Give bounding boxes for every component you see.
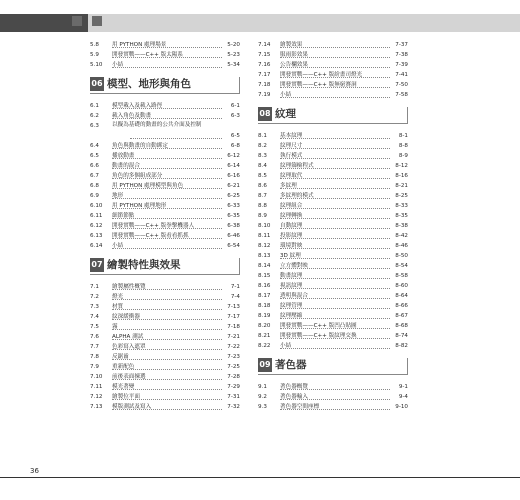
toc-entry (258, 402, 408, 412)
entry-page: 6-14 (227, 163, 240, 169)
toc-entry (90, 141, 240, 151)
entry-number: 6.5 (90, 153, 99, 159)
entry-number: 8.19 (258, 313, 271, 319)
dot-leader (280, 348, 390, 349)
toc-entry (90, 161, 240, 171)
toc-entry (258, 331, 408, 341)
entry-title: 細節節點 (112, 213, 135, 219)
entry-title: 動畫紋理 (280, 273, 303, 279)
entry-title: 執行模式 (280, 153, 303, 159)
entry-page: 8-46 (395, 243, 408, 249)
chapter-number-badge: 07 (90, 258, 104, 272)
entry-page: 6-1 (230, 103, 240, 109)
entry-page: 7-39 (395, 62, 408, 68)
entry-title: 以擬為基礎的動畫的公共介面及控制 (112, 122, 202, 128)
entry-page: 7-22 (227, 344, 240, 350)
toc-entry (90, 282, 240, 292)
entry-title: 繪製位平面 (112, 394, 140, 400)
toc-entry (258, 161, 408, 171)
entry-number: 6.4 (90, 143, 99, 149)
toc-entry (258, 191, 408, 201)
entry-number: 8.14 (258, 263, 271, 269)
toc-entry (90, 221, 240, 231)
entry-title: 開發實戰——C++ 版紛畫司燈光 (280, 72, 363, 78)
entry-page: 7-18 (227, 324, 240, 330)
chapter-number-badge: 06 (90, 77, 104, 91)
entry-number: 6.6 (90, 163, 99, 169)
header-square-icon (92, 16, 102, 26)
entry-page: 8-67 (395, 313, 408, 319)
entry-title: 反鋸齒 (112, 354, 129, 360)
entry-number: 6.10 (90, 203, 103, 209)
chapter-title: 繪製特性與效果 (107, 259, 181, 271)
toc-entry (90, 151, 240, 161)
entry-title: 開發實戰——C++ 版凹凸貼圖 (280, 323, 357, 329)
entry-title: 重新配色 (112, 364, 135, 370)
chapter-heading (90, 77, 240, 95)
chapter-heading (258, 358, 408, 376)
entry-page: 8-25 (395, 193, 408, 199)
entry-page: 6-38 (227, 223, 240, 229)
entry-title: 繪製屬性概覽 (112, 284, 146, 290)
chapter-heading (258, 107, 408, 125)
entry-title: ALPHA 測試 (112, 334, 144, 340)
entry-page: 7-31 (227, 394, 240, 400)
entry-number: 5.8 (90, 42, 99, 48)
entry-number: 5.9 (90, 52, 99, 58)
entry-title: 投影紋理 (280, 233, 303, 239)
toc-entry (90, 171, 240, 181)
toc-entry (258, 261, 408, 271)
toc-entry (90, 312, 240, 322)
toc-entry (258, 241, 408, 251)
dot-leader (112, 309, 222, 310)
chapter-rule (90, 93, 240, 94)
entry-title: 紋理取代 (280, 173, 303, 179)
entry-page: 6-5 (230, 133, 240, 139)
entry-number: 7.4 (90, 314, 99, 320)
entry-number: 7.18 (258, 82, 271, 88)
entry-number: 7.17 (258, 72, 271, 78)
entry-page: 5-34 (227, 62, 240, 68)
entry-number: 7.14 (258, 42, 271, 48)
entry-title: 開發實戰——C++ 版無窮賽洞 (280, 82, 357, 88)
toc-entry (258, 141, 408, 151)
entry-title: 模型載入及載入路徑 (112, 103, 163, 109)
chapter-rule-end (407, 107, 408, 123)
entry-page: 6-21 (227, 183, 240, 189)
entry-page: 7-4 (230, 294, 240, 300)
entry-title: 霧 (112, 324, 118, 330)
entry-title: 動畫的混合 (112, 163, 140, 169)
toc-entry (258, 151, 408, 161)
entry-title: 材質 (112, 304, 124, 310)
entry-page: 6-16 (227, 173, 240, 179)
page-footer (0, 467, 520, 477)
dot-leader (112, 198, 222, 199)
entry-number: 9.2 (258, 394, 267, 400)
entry-page: 8-9 (398, 153, 408, 159)
toc-entry (258, 211, 408, 221)
toc-entry (90, 292, 240, 302)
entry-title: 紋深緩衝器 (112, 314, 140, 320)
entry-number: 8.22 (258, 343, 271, 349)
entry-number: 7.3 (90, 304, 99, 310)
entry-title: 著色器空間座標 (280, 404, 320, 410)
entry-page: 7-32 (227, 404, 240, 410)
toc-entry (258, 311, 408, 321)
entry-page: 8-66 (395, 303, 408, 309)
entry-page: 6-8 (230, 143, 240, 149)
toc-entry (90, 352, 240, 362)
dot-leader (112, 67, 222, 68)
chapter-number-badge: 08 (258, 107, 272, 121)
entry-title: 自動紋理 (280, 223, 303, 229)
toc-entry (90, 402, 240, 412)
header-band (0, 0, 520, 32)
toc-entry (90, 392, 240, 402)
entry-title: 多紋理 (280, 183, 297, 189)
toc-entry (258, 231, 408, 241)
entry-number: 6.1 (90, 103, 99, 109)
toc-entry (258, 301, 408, 311)
entry-number: 6.2 (90, 113, 99, 119)
entry-page: 7-25 (227, 364, 240, 370)
entry-title: 紋理尺寸 (280, 143, 303, 149)
chapter-title: 紋理 (275, 108, 296, 120)
entry-number: 7.6 (90, 334, 99, 340)
entry-title: 小結 (112, 243, 124, 249)
entry-page: 8-33 (395, 203, 408, 209)
footer-rule (0, 477, 520, 478)
entry-number: 7.19 (258, 92, 271, 98)
toc-entry (90, 121, 240, 141)
toc-entry (90, 342, 240, 352)
toc-entry (258, 221, 408, 231)
entry-number: 7.13 (90, 404, 103, 410)
entry-title: 立方體對映 (280, 263, 308, 269)
entry-title: 播放動畫 (112, 153, 135, 159)
entry-title: 多紋理的模式 (280, 193, 314, 199)
toc-entry (258, 281, 408, 291)
entry-number: 7.8 (90, 354, 99, 360)
chapter-rule (258, 123, 408, 124)
entry-page: 8-8 (398, 143, 408, 149)
entry-number: 8.17 (258, 293, 271, 299)
toc-entry (258, 382, 408, 392)
entry-number: 8.20 (258, 323, 271, 329)
entry-title: 著色器概覽 (280, 384, 308, 390)
entry-title: 小結 (280, 92, 292, 98)
entry-number: 8.21 (258, 333, 271, 339)
entry-title: 紋理篩檢程式 (280, 163, 314, 169)
header-square-icon (72, 16, 82, 26)
entry-number: 8.7 (258, 193, 267, 199)
entry-number: 7.16 (258, 62, 271, 68)
entry-number: 6.11 (90, 213, 103, 219)
entry-title: 燈光 (112, 294, 124, 300)
entry-number: 8.2 (258, 143, 267, 149)
entry-title: 用 PYTHON 處理地形 (112, 203, 167, 209)
entry-page: 8-54 (395, 263, 408, 269)
entry-page: 7-23 (227, 354, 240, 360)
toc-entry (90, 362, 240, 372)
toc-entry (258, 171, 408, 181)
entry-page: 7-1 (230, 284, 240, 290)
entry-title: 前後表面揀選 (112, 374, 146, 380)
entry-page: 7-13 (227, 304, 240, 310)
entry-number: 8.15 (258, 273, 271, 279)
entry-title: 模光著變 (112, 384, 135, 390)
entry-title: 公告欄效果 (280, 62, 308, 68)
entry-number: 6.14 (90, 243, 103, 249)
entry-page: 7-21 (227, 334, 240, 340)
entry-page: 9-1 (398, 384, 408, 390)
entry-title: 紋理組合 (280, 203, 303, 209)
toc-entry (258, 80, 408, 90)
entry-page: 8-64 (395, 293, 408, 299)
toc-entry (258, 70, 408, 80)
entry-page: 6-25 (227, 193, 240, 199)
entry-number: 8.13 (258, 253, 271, 259)
entry-page: 6-35 (227, 213, 240, 219)
entry-page: 9-4 (398, 394, 408, 400)
entry-page: 7-29 (227, 384, 240, 390)
entry-number: 6.13 (90, 233, 103, 239)
toc-entry (90, 332, 240, 342)
chapter-number-badge: 09 (258, 358, 272, 372)
entry-number: 8.18 (258, 303, 271, 309)
toc-entry (258, 201, 408, 211)
entry-number: 7.10 (90, 374, 103, 380)
entry-number: 8.3 (258, 153, 267, 159)
entry-number: 6.9 (90, 193, 99, 199)
entry-title: 紋理轉換 (280, 213, 303, 219)
entry-page: 7-28 (227, 374, 240, 380)
toc-entry (258, 131, 408, 141)
chapter-rule (90, 274, 240, 275)
toc-entry (90, 211, 240, 221)
entry-number: 9.3 (258, 404, 267, 410)
toc-entry (90, 382, 240, 392)
toc-entry (90, 60, 240, 70)
entry-page: 7-37 (395, 42, 408, 48)
header-grey-bar (88, 14, 520, 32)
dot-leader (112, 248, 222, 249)
entry-title: 角色的多個組成部分 (112, 173, 163, 179)
entry-page: 8-74 (395, 333, 408, 339)
entry-title: 紋理管理 (280, 303, 303, 309)
toc-entry (258, 291, 408, 301)
toc-entry (258, 60, 408, 70)
entry-number: 8.5 (258, 173, 267, 179)
toc-entry (90, 40, 240, 50)
entry-page: 8-68 (395, 323, 408, 329)
entry-number: 8.9 (258, 213, 267, 219)
entry-page: 9-10 (395, 404, 408, 410)
entry-title: 透明與混合 (280, 293, 308, 299)
entry-number: 5.10 (90, 62, 103, 68)
entry-page: 7-38 (395, 52, 408, 58)
entry-number: 7.12 (90, 394, 103, 400)
chapter-title: 著色器 (275, 359, 307, 371)
dot-leader (280, 97, 390, 98)
entry-page: 8-60 (395, 283, 408, 289)
entry-number: 8.12 (258, 243, 271, 249)
entry-page: 8-38 (395, 223, 408, 229)
entry-title: 角色與動畫的自動綁定 (112, 143, 168, 149)
toc-entry (90, 191, 240, 201)
toc-right-column (258, 40, 408, 412)
toc-left-column (90, 40, 240, 412)
entry-title: 開發實戰——C++ 版太陽系 (112, 52, 183, 58)
entry-number: 7.7 (90, 344, 99, 350)
entry-number: 6.7 (90, 173, 99, 179)
toc-entry (258, 392, 408, 402)
dot-leader (112, 299, 222, 300)
toc-entry (90, 302, 240, 312)
entry-title: 開發實戰——C++ 版看看抓抓 (112, 233, 189, 239)
entry-page: 8-82 (395, 343, 408, 349)
dot-leader (112, 329, 222, 330)
entry-number: 7.9 (90, 364, 99, 370)
entry-title: 地形 (112, 193, 124, 199)
entry-number: 6.8 (90, 183, 99, 189)
entry-number: 6.12 (90, 223, 103, 229)
entry-page: 6-33 (227, 203, 240, 209)
entry-title: 開發實戰——C++ 版拳擊機器人 (112, 223, 195, 229)
entry-number: 8.11 (258, 233, 271, 239)
toc-entry (90, 372, 240, 382)
toc-entry (90, 50, 240, 60)
entry-title: 基本紋理 (280, 133, 303, 139)
entry-page: 7-17 (227, 314, 240, 320)
toc-entry (258, 50, 408, 60)
entry-title: 用 PYTHON 處理模型與角色 (112, 183, 184, 189)
entry-number: 7.11 (90, 384, 103, 390)
entry-page: 6-46 (227, 233, 240, 239)
entry-number: 6.3 (90, 123, 99, 129)
entry-page: 8-50 (395, 253, 408, 259)
entry-title: 3D 紋理 (280, 253, 301, 259)
toc-entry (258, 341, 408, 351)
chapter-rule-end (407, 358, 408, 374)
entry-page: 8-35 (395, 213, 408, 219)
entry-title: 色彩寫入遮罩 (112, 344, 146, 350)
entry-number: 8.1 (258, 133, 267, 139)
toc-entry (90, 322, 240, 332)
entry-page: 6-12 (227, 153, 240, 159)
toc-entry (90, 201, 240, 211)
entry-number: 9.1 (258, 384, 267, 390)
page-number: 36 (30, 467, 39, 475)
entry-title: 用 PYTHON 處理場景 (112, 42, 167, 48)
entry-number: 8.6 (258, 183, 267, 189)
toc-entry (258, 251, 408, 261)
entry-page: 7-58 (395, 92, 408, 98)
entry-page: 7-50 (395, 82, 408, 88)
entry-title: 小結 (112, 62, 124, 68)
entry-title: 視訊紋理 (280, 283, 303, 289)
entry-number: 8.8 (258, 203, 267, 209)
entry-page: 5-23 (227, 52, 240, 58)
entry-title: 小結 (280, 343, 292, 349)
entry-number: 7.5 (90, 324, 99, 330)
chapter-title: 模型、地形與角色 (107, 78, 191, 90)
toc-entry (90, 111, 240, 121)
entry-number: 8.10 (258, 223, 271, 229)
toc-entry (258, 40, 408, 50)
chapter-heading (90, 258, 240, 276)
toc-entry (258, 321, 408, 331)
entry-number: 7.15 (258, 52, 271, 58)
entry-title: 服雨影效果 (280, 52, 308, 58)
toc-entry (258, 181, 408, 191)
entry-title: 載入角色及動畫 (112, 113, 152, 119)
entry-title: 繪製效果 (280, 42, 303, 48)
entry-number: 7.2 (90, 294, 99, 300)
entry-number: 7.1 (90, 284, 99, 290)
entry-number: 8.16 (258, 283, 271, 289)
toc-entry (90, 101, 240, 111)
toc-entry (90, 181, 240, 191)
dot-leader (130, 138, 222, 139)
entry-title: 開發實戰——C++ 版紋理交換 (280, 333, 357, 339)
chapter-rule (258, 374, 408, 375)
chapter-rule-end (239, 77, 240, 93)
entry-title: 紋理壓縮 (280, 313, 303, 319)
chapter-rule-end (239, 258, 240, 274)
entry-title: 著色器輸入 (280, 394, 308, 400)
toc-entry (90, 241, 240, 251)
toc-entry (90, 231, 240, 241)
entry-page: 8-1 (398, 133, 408, 139)
entry-title: 模版測試及寫入 (112, 404, 152, 410)
entry-page: 6-54 (227, 243, 240, 249)
entry-page: 8-42 (395, 233, 408, 239)
entry-page: 5-20 (227, 42, 240, 48)
entry-page: 8-12 (395, 163, 408, 169)
entry-page: 8-21 (395, 183, 408, 189)
toc-entry (258, 271, 408, 281)
entry-page: 8-58 (395, 273, 408, 279)
entry-number: 8.4 (258, 163, 267, 169)
entry-page: 6-3 (230, 113, 240, 119)
entry-title: 環境對映 (280, 243, 303, 249)
entry-page: 8-16 (395, 173, 408, 179)
toc-entry (258, 90, 408, 100)
entry-page: 7-41 (395, 72, 408, 78)
